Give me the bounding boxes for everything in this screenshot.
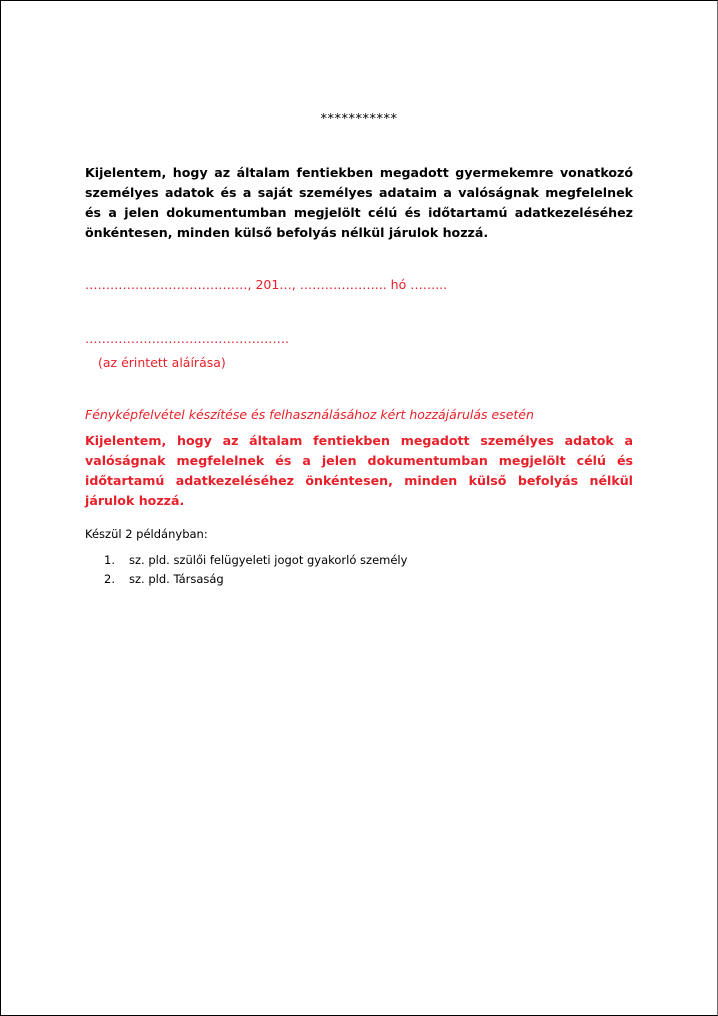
copies-list xyxy=(104,551,407,589)
place-date-line: …………………………………, 201…, ………………... hó ……... xyxy=(85,277,448,292)
list-item-text: sz. pld. Társaság xyxy=(129,572,224,586)
list-item xyxy=(104,551,407,570)
list-item-number: 1. xyxy=(104,553,115,567)
photo-consent-heading: Fényképfelvétel készítése és felhasználásához kért hozzájárulás esetén xyxy=(85,407,534,422)
list-item-text: sz. pld. szülői felügyeleti jogot gyakorló személy xyxy=(129,553,408,567)
list-item xyxy=(104,570,407,589)
list-item-number: 2. xyxy=(104,572,115,586)
consent-statement: Kijelentem, hogy az általam fentiekben megadott gyermekemre vonatkozó személyes adatok és a saját személyes adataim a valóságnak megfelelnek és a jelen dokumentumban megjelölt célú és időtartamú adatkezeléséhez önkéntesen, minden külső befolyás nélkül járulok hozzá. xyxy=(85,165,633,240)
signature-caption: (az érintett aláírása) xyxy=(98,355,226,370)
copies-title: Készül 2 példányban: xyxy=(85,527,208,541)
photo-consent-statement: Kijelentem, hogy az általam fentiekben megadott személyes adatok a valóságnak megfelelnek és a jelen dokumentumban megjelölt célú és időtartamú adatkezeléséhez önkéntesen, minden külső befolyás nélkül járulok hozzá. xyxy=(85,433,633,508)
section-separator: *********** xyxy=(320,112,398,127)
signature-line: …………………………………………. xyxy=(85,331,289,346)
